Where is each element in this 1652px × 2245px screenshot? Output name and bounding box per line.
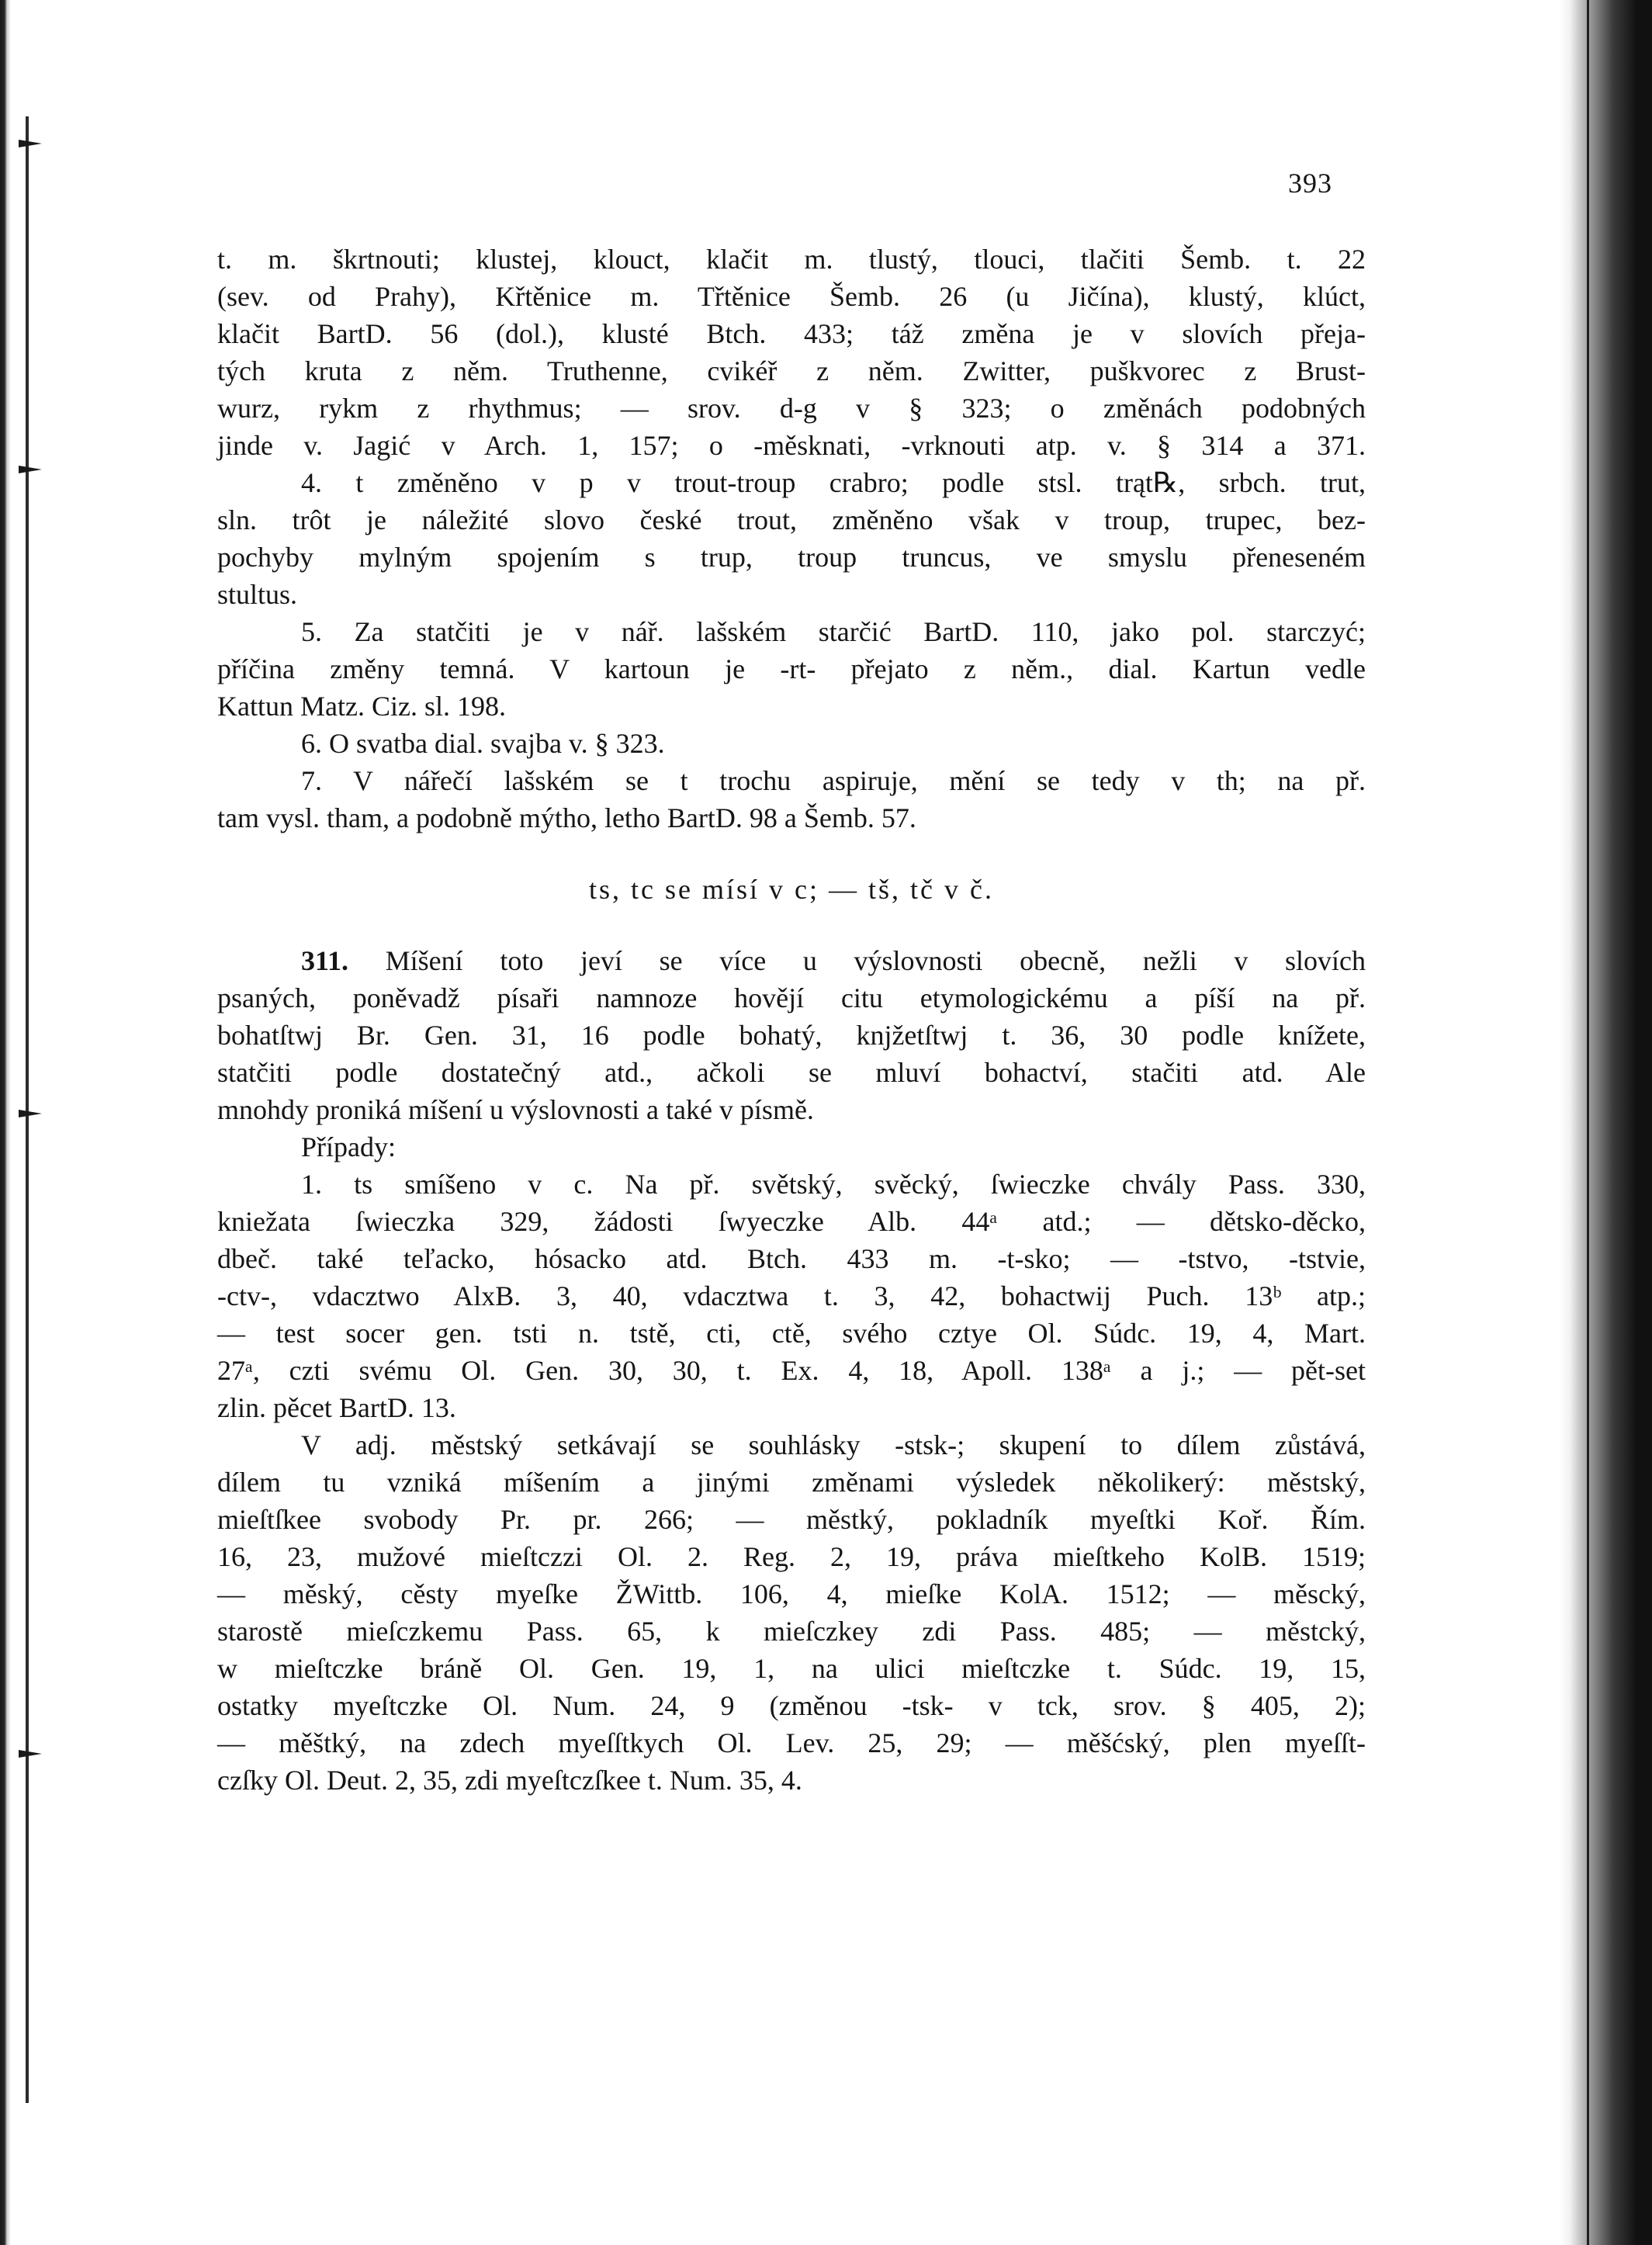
case-1 (217, 1166, 1366, 1426)
text-line: (sev. od Prahy), Křtěnice m. Třtěnice Šemb. 26 (u Jičína), klustý, klúct, (217, 281, 1366, 312)
text-line: — test socer gen. tsti n. tstě, cti, ctě, svého cztye Ol. Súdc. 19, 4, Mart. (217, 1318, 1366, 1349)
text-line (217, 942, 1366, 979)
text-line: 16, 23, mužové mieſtczzi Ol. 2. Reg. 2, 19, práva mieſtkeho KolB. 1519; (217, 1541, 1366, 1572)
text-line: 1. ts smíšeno v c. Na př. světský, svěcký, ſwieczke chvály Pass. 330, (301, 1169, 1366, 1200)
text-line: sln. trôt je náležité slovo české trout, změněno však v troup, trupec, bez- (217, 504, 1366, 535)
text-line: -ctv-, vdacztwo AlxB. 3, 40, vdacztwa t. 3, 42, bohactwij Puch. 13ᵇ atp.; (217, 1280, 1366, 1311)
text-line: starostě mieſczkemu Pass. 65, k mieſczkey zdi Pass. 485; — městcký, (217, 1616, 1366, 1647)
section-first-line: Míšení toto jeví se více u výslovnosti obecně, nežli v slovích (348, 945, 1366, 976)
text-line: Kattun Matz. Ciz. sl. 198. (217, 691, 506, 722)
text-line: statčiti podle dostatečný atd., ačkoli se mluví bohactví, stačiti atd. Ale (217, 1057, 1366, 1088)
item-7 (217, 762, 1366, 837)
section-number: 311. (301, 945, 349, 976)
binding-line (26, 116, 29, 2103)
section-heading: ts, tc se mísí v c; — tš, tč v č. (589, 874, 994, 905)
text-line: 27ᵃ, czti svému Ol. Gen. 30, 30, t. Ex. 4, 18, Apoll. 138ᵃ a j.; — pět-set (217, 1355, 1366, 1386)
text-line: tých kruta z něm. Truthenne, cvikéř z něm. Zwitter, puškvorec z Brust- (217, 355, 1366, 386)
section-311 (217, 942, 1366, 1166)
intro-paragraph (217, 241, 1366, 464)
text-line: klačit BartD. 56 (dol.), klusté Btch. 433; táž změna je v slovích přeja- (217, 318, 1366, 349)
text-line: tam vysl. tham, a podobně mýtho, letho BartD. 98 a Šemb. 57. (217, 802, 916, 833)
page-number: 393 (1288, 168, 1332, 199)
text-line: dbeč. také teľacko, hósacko atd. Btch. 433 m. -t-sko; — -tstvo, -tstvie, (217, 1243, 1366, 1274)
text-line: w mieſtczke bráně Ol. Gen. 19, 1, na ulici mieſtczke t. Súdc. 19, 15, (217, 1653, 1366, 1684)
text-line: jinde v. Jagić v Arch. 1, 157; o -měsknati, -vrknouti atp. v. § 314 a 371. (217, 430, 1366, 461)
pripady-label: Případy: (301, 1131, 396, 1162)
item-6 (217, 725, 1366, 762)
item-4 (217, 464, 1366, 613)
text-line: 6. O svatba dial. svajba v. § 323. (301, 728, 665, 759)
text-line: — měský, cěsty myeſke ŽWittb. 106, 4, mieſke KolA. 1512; — měscký, (217, 1578, 1366, 1609)
text-line: psaných, poněvadž písaři namnoze hovějí citu etymologickému a píší na př. (217, 982, 1366, 1013)
item-5 (217, 613, 1366, 725)
adj-paragraph (217, 1426, 1366, 1799)
text-line: mnohdy proniká míšení u výslovnosti a také v písmě. (217, 1094, 814, 1125)
text-line: ostatky myeſtczke Ol. Num. 24, 9 (změnou -tsk- v tck, srov. § 405, 2); (217, 1690, 1366, 1721)
page-edge-right (1559, 0, 1652, 2245)
text-line: zlin. pěcet BartD. 13. (217, 1392, 456, 1423)
text-line: stultus. (217, 579, 298, 610)
text-line: pochyby mylným spojením s trup, troup truncus, ve smyslu přeneseném (217, 542, 1366, 573)
text-line: 5. Za statčiti je v nář. lašském starčić BartD. 110, jako pol. starczyć; (301, 616, 1366, 647)
text-line: 4. t změněno v p v trout-troup crabro; podle stsl. trąt℞, srbch. trut, (301, 467, 1366, 498)
text-line: V adj. městský setkávají se souhlásky -stsk-; skupení to dílem zůstává, (301, 1429, 1366, 1460)
text-line: příčina změny temná. V kartoun je -rt- přejato z něm., dial. Kartun vedle (217, 653, 1366, 684)
text-line: kniežata ſwieczka 329, žádosti ſwyeczke Alb. 44ᵃ atd.; — dětsko-děcko, (217, 1206, 1366, 1237)
text-line: — měštký, na zdech myeſſtkych Ol. Lev. 25, 29; — měšćský, plen myeſſt- (217, 1727, 1366, 1758)
text-line: czſky Ol. Deut. 2, 35, zdi myeſtczſkee t. Num. 35, 4. (217, 1765, 802, 1796)
text-line: mieſtſkee svobody Pr. pr. 266; — městký, pokladník myeſtki Koř. Řím. (217, 1504, 1366, 1535)
text-line: bohatſtwj Br. Gen. 31, 16 podle bohatý, knjžetſtwj t. 36, 30 podle knížete, (217, 1020, 1366, 1051)
text-block (217, 241, 1366, 1799)
text-line: t. m. škrtnouti; klustej, klouct, klačit m. tlustý, tlouci, tlačiti Šemb. t. 22 (217, 244, 1366, 275)
text-line: dílem tu vzniká míšením a jinými změnami výsledek několikerý: městský, (217, 1467, 1366, 1498)
text-line: 7. V nářečí lašském se t trochu aspiruje, mění se tedy v th; na př. (301, 765, 1366, 796)
text-line: wurz, rykm z rhythmus; — srov. d-g v § 323; o změnách podobných (217, 393, 1366, 424)
